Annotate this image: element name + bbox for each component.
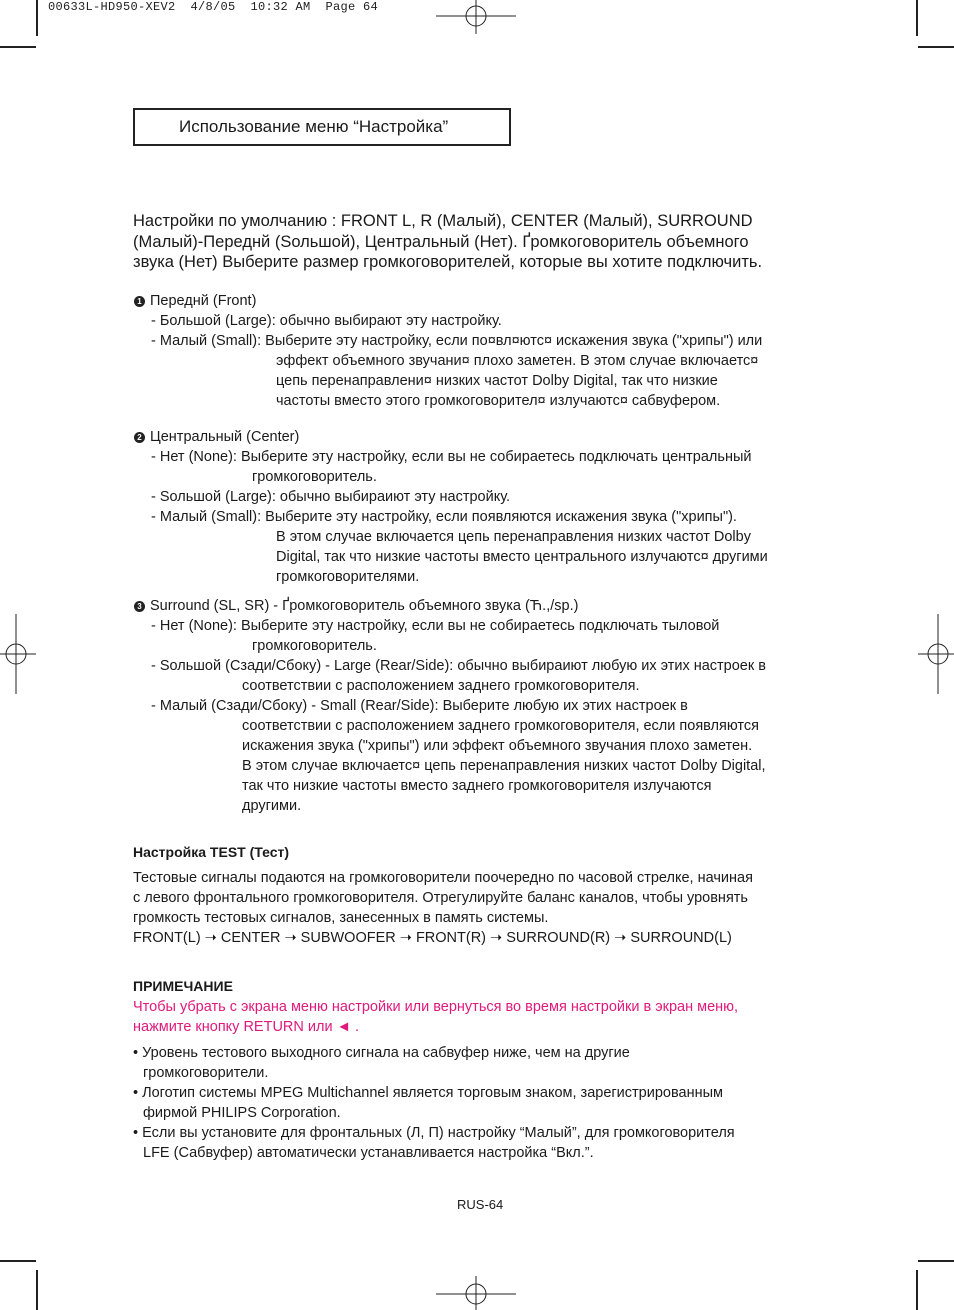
section-heading: Переднй (Front)	[150, 293, 257, 309]
front-small-option: - Малый (Small): Выберите эту настройку, если по¤вл¤ютс¤ искажения звука ("хрипы") или	[151, 333, 763, 349]
center-small-option: - Малый (Small): Выберите эту настройку, если появляются искажения звука ("хрипы").	[151, 509, 737, 525]
surround-section-heading	[134, 596, 578, 616]
intro-line: Настройки по умолчанию : FRONT L, R (Малый), CENTER (Малый), SURROUND	[133, 212, 753, 230]
note-heading: ПРИМЕЧАНИЕ	[133, 978, 233, 994]
crop-mark	[918, 1260, 954, 1262]
registration-mark-icon	[0, 614, 36, 694]
crop-mark	[916, 0, 918, 36]
center-none-option: - Нет (None): Выберите эту настройку, если вы не собираетесь подключать центральный	[151, 449, 752, 465]
front-small-continuation: эффект объемного звучани¤ плохо заметен. В этом случае включаетс¤	[276, 353, 759, 369]
number-badge-icon: 1	[134, 296, 145, 307]
bullet-line: • Логотип системы MPEG Multichannel является торговым знаком, зарегистрированным	[133, 1085, 723, 1101]
surround-none-continuation: громкоговоритель.	[252, 638, 377, 654]
center-small-continuation: Digital, так что низкие частоты вместо центрального излучаютс¤ другими	[276, 549, 768, 565]
print-header: 00633L-HD950-XEV2 4/8/05 10:32 AM Page 64	[48, 0, 379, 14]
surround-small-option: - Малый (Сзади/Сбоку) - Small (Rear/Side): Выберите любую их этих настроек в	[151, 698, 688, 714]
front-small-continuation: частоты вместо этого громкоговорител¤ излучаютс¤ сабвуфером.	[276, 393, 721, 409]
front-large-option: - Большой (Large): обычно выбирают эту настройку.	[151, 313, 502, 329]
intro-line: звука (Нет) Выберите размер громкоговорителей, которые вы хотите подключить.	[133, 253, 763, 271]
front-section-heading	[134, 291, 256, 311]
crop-mark	[0, 46, 36, 48]
center-small-continuation: громкоговорителями.	[276, 569, 420, 585]
surround-small-continuation: искажения звука ("хрипы") или эффект объемного звучания плохо заметен.	[242, 738, 753, 754]
intro-paragraph	[133, 211, 833, 273]
note-red-line: нажмите кнопку RETURN или ◄ .	[133, 1019, 360, 1035]
intro-line: (Малый)-Переднй (Sольшой), Центральный (Нет). Ґромкоговоритель объемного	[133, 232, 749, 251]
registration-mark-icon	[436, 1276, 516, 1310]
test-paragraph	[133, 868, 753, 948]
crop-mark	[36, 1270, 38, 1310]
section-heading: Центральный (Center)	[150, 429, 300, 445]
note-bullet	[133, 1043, 735, 1163]
bullet-line: громкоговорители.	[143, 1065, 269, 1081]
registration-mark-icon	[918, 614, 954, 694]
center-none-continuation: громкоговоритель.	[252, 469, 377, 485]
page-title: Использование меню “Настройка”	[133, 108, 511, 146]
bullet-line: • Если вы установите для фронтальных (Л, П) настройку “Малый”, для громкоговорителя	[133, 1125, 735, 1141]
test-sequence: FRONT(L) ➝ CENTER ➝ SUBWOOFER ➝ FRONT(R) ➝ SURROUND(R) ➝ SURROUND(L)	[133, 930, 732, 946]
surround-small-continuation: другими.	[242, 798, 302, 814]
number-badge-icon: 2	[134, 432, 145, 443]
test-line: с левого фронтального громкоговорителя. Отрегулируйте баланс каналов, чтобы уровнять	[133, 890, 748, 906]
page-number: RUS-64	[457, 1197, 504, 1212]
note-highlight	[133, 997, 738, 1037]
surround-small-continuation: В этом случае включаетс¤ цепь перенаправления низких частот Dolby Digital,	[242, 758, 766, 774]
test-line: Тестовые сигналы подаются на громкоговорители поочередно по часовой стрелке, начиная	[133, 870, 753, 886]
surround-none-option: - Нет (None): Выберите эту настройку, если вы не собираетесь подключать тыловой	[151, 618, 720, 634]
registration-mark-icon	[436, 0, 516, 34]
surround-large-option: - Sольшой (Сзади/Сбоку) - Large (Rear/Side): обычно выбираиют любую их этих настроек в	[151, 658, 766, 674]
note-red-line: Чтобы убрать с экрана меню настройки или вернуться во время настройки в экран меню,	[133, 999, 739, 1015]
bullet-line: фирмой PHILIPS Corporation.	[143, 1105, 341, 1121]
bullet-line: • Уровень тестового выходного сигнала на сабвуфер ниже, чем на другие	[133, 1045, 630, 1061]
bullet-line: LFE (Сабвуфер) автоматически устанавливается настройка “Вкл.”.	[143, 1145, 594, 1161]
center-large-option: - Sольшой (Large): обычно выбираиют эту настройку.	[151, 489, 511, 505]
test-line: громкость тестовых сигналов, занесенных в память системы.	[133, 910, 549, 926]
test-heading: Настройка TEST (Тест)	[133, 844, 290, 860]
crop-mark	[0, 1260, 36, 1262]
crop-mark	[916, 1270, 918, 1310]
center-small-continuation: В этом случае включается цепь перенаправления низких частот Dolby	[276, 529, 751, 545]
crop-mark	[36, 0, 38, 36]
crop-mark	[918, 46, 954, 48]
surround-small-continuation: так что низкие частоты вместо заднего громкоговорителя излучаются	[242, 778, 712, 794]
number-badge-icon: 3	[134, 601, 145, 612]
section-heading: Surround (SL, SR) - Ґромкоговоритель объемного звука (Ћ.,/sp.)	[150, 598, 579, 614]
surround-large-continuation: соответствии с расположением заднего громкоговорителя.	[242, 678, 640, 694]
front-small-continuation: цепь перенаправлени¤ низких частот Dolby Digital, так что низкие	[276, 373, 718, 389]
surround-small-continuation: соответствии с расположением заднего громкоговорителя, если появляются	[242, 718, 759, 734]
center-section-heading	[134, 427, 299, 447]
